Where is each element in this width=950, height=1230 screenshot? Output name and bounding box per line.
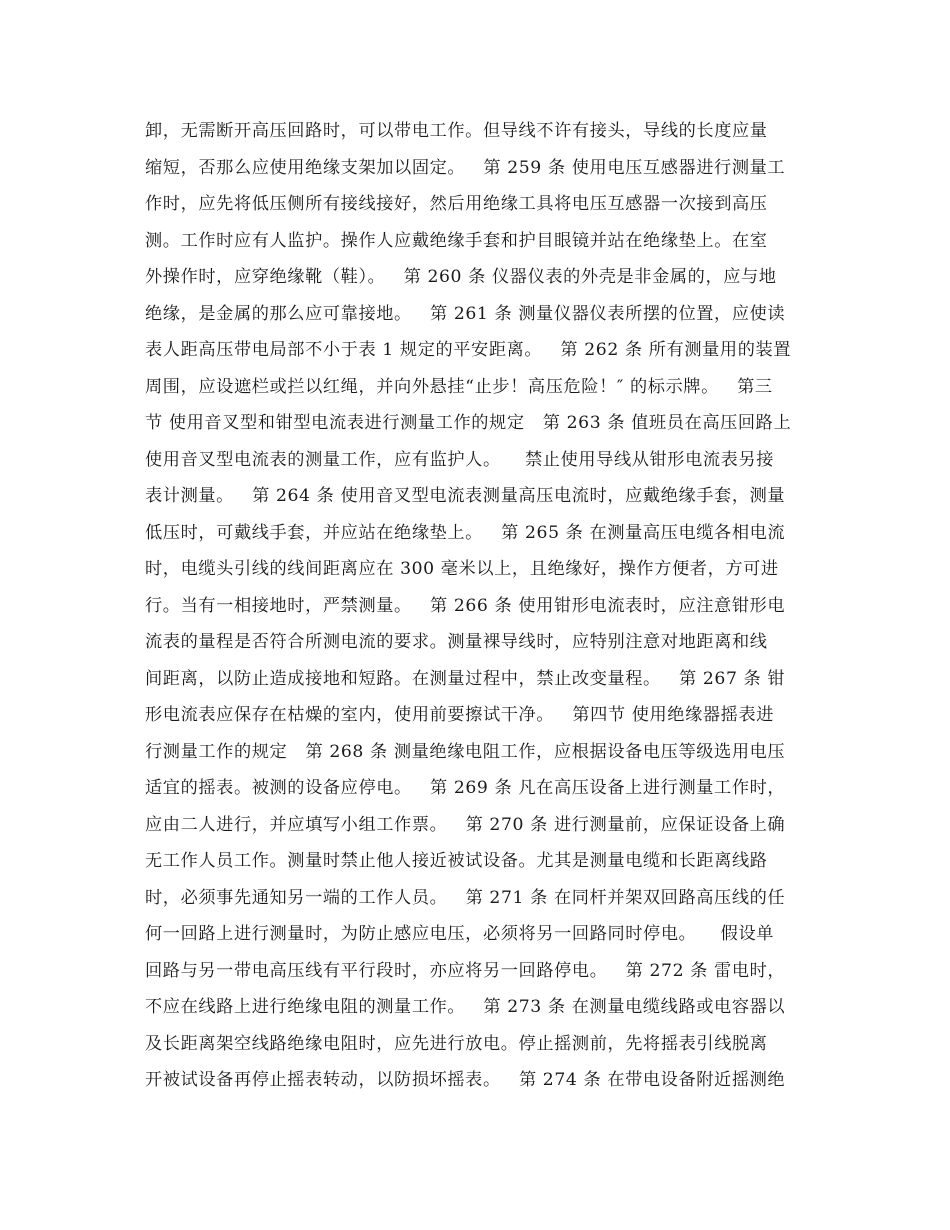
text-line: 回路与另一带电高压线有平行段时，亦应将另一回路停电。 第 272 条 雷电时， bbox=[145, 960, 786, 981]
text-line: 行。当有一相接地时，严禁测量。 第 266 条 使用钳形电流表时，应注意钳形电 bbox=[145, 595, 786, 616]
text-line: 外操作时，应穿绝缘靴（鞋）。 第 260 条 仪器仪表的外壳是非金属的，应与地 bbox=[145, 267, 777, 287]
text-line: 绝缘，是金属的那么应可靠接地。 第 261 条 测量仪器仪表所摆的位置，应使读 bbox=[145, 303, 786, 324]
text-line: 卸，无需断开高压回路时，可以带电工作。但导线不许有接头，导线的长度应量 bbox=[145, 121, 768, 141]
text-line: 缩短，否那么应使用绝缘支架加以固定。 第 259 条 使用电压互感器进行测量工 bbox=[145, 157, 786, 178]
text-line: 形电流表应保存在枯燥的室内，使用前要擦试干净。 第四节 使用绝缘器摇表进 bbox=[145, 705, 775, 725]
text-line: 时，必须事先通知另一端的工作人员。 第 271 条 在同杆并架双回路高压线的任 bbox=[145, 887, 786, 908]
text-line: 表人距高压带电局部不小于表 1 规定的平安距离。 第 262 条 所有测量用的装置 bbox=[145, 340, 792, 360]
text-line: 节 使用音叉型和钳型电流表进行测量工作的规定 第 263 条 值班员在高压回路上 bbox=[145, 413, 792, 433]
text-line: 开被试设备再停止摇表转动，以防损坏摇表。 第 274 条 在带电设备附近摇测绝 bbox=[145, 1070, 786, 1090]
text-line: 行测量工作的规定 第 268 条 测量绝缘电阻工作，应根据设备电压等级选用电压 bbox=[145, 741, 786, 762]
text-line: 适宜的摇表。被测的设备应停电。 第 269 条 凡在高压设备上进行测量工作时， bbox=[145, 778, 786, 798]
text-line: 测。工作时应有人监护。操作人应戴绝缘手套和护目眼镜并站在绝缘垫上。在室 bbox=[145, 230, 768, 251]
text-line: 间距离，以防止造成接地和短路。在测量过程中，禁止改变量程。 第 267 条 钳 bbox=[145, 668, 786, 689]
text-line: 及长距离架空线路绝缘电阻时，应先进行放电。停止摇测前，先将摇表引线脱离 bbox=[145, 1033, 768, 1054]
text-line: 应由二人进行，并应填写小组工作票。 第 270 条 进行测量前，应保证设备上确 bbox=[145, 814, 786, 835]
text-line: 流表的量程是否符合所测电流的要求。测量裸导线时，应特别注意对地距离和线 bbox=[145, 632, 768, 652]
text-line: 表计测量。 第 264 条 使用音叉型电流表测量高压电流时，应戴绝缘手套，测量 bbox=[145, 486, 786, 506]
text-line: 作时，应先将低压侧所有接线接好，然后用绝缘工具将电压互感器一次接到高压 bbox=[145, 194, 768, 214]
text-line: 低压时，可戴线手套，并应站在绝缘垫上。 第 265 条 在测量高压电缆各相电流 bbox=[145, 522, 786, 543]
text-line: 何一回路上进行测量时，为防止感应电压，必须将另一回路同时停电。 假设单 bbox=[145, 924, 775, 944]
text-line: 使用音叉型电流表的测量工作，应有监护人。 禁止使用导线从钳形电流表另接 bbox=[145, 449, 775, 470]
text-line: 周围，应设遮栏或拦以红绳，并向外悬挂“止步！高压危险！″ 的标示牌。 第三 bbox=[145, 376, 773, 397]
text-line: 不应在线路上进行绝缘电阻的测量工作。 第 273 条 在测量电缆线路或电容器以 bbox=[145, 997, 786, 1017]
text-line: 时，电缆头引线的线间距离应在 300 毫米以上，且绝缘好，操作方便者，方可进 bbox=[145, 559, 779, 579]
body-text bbox=[145, 113, 825, 1099]
text-line: 无工作人员工作。测量时禁止他人接近被试设备。尤其是测量电缆和长距离线路 bbox=[145, 851, 768, 871]
